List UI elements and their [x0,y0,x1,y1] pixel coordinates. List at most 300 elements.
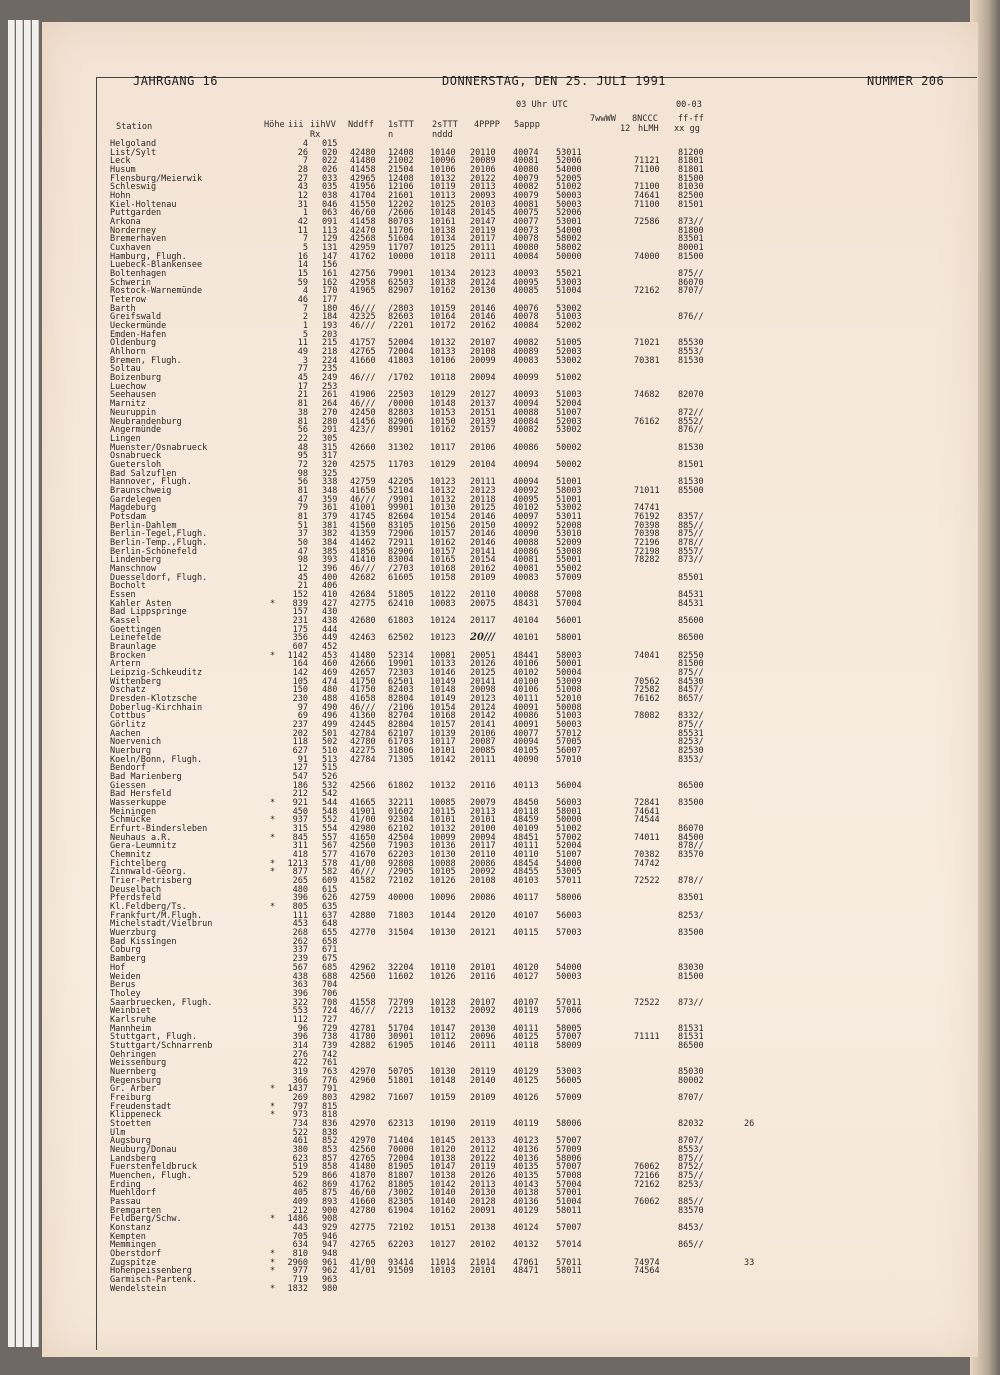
group-ihvv: 46/// [350,867,376,878]
group-nddff: /2606 [388,208,414,219]
group-ttt1: 10128 [430,997,456,1008]
group-ihvv: 42450 [350,407,376,418]
group-nddff: 81905 [388,1162,414,1173]
station-height: 265 [292,876,308,887]
table-row [110,1267,760,1276]
group-ihvv: 42880 [350,910,376,921]
group-ttt2: 20102 [470,1240,496,1251]
group-ww: 72166 [634,1170,660,1181]
station-height: 921 [292,798,308,809]
group-appp: 51003 [556,312,582,323]
group-ttt2: 20151 [470,407,496,418]
station-number: 264 [322,399,338,410]
station-number: 962 [322,1266,338,1277]
group-pppp: 40100 [513,676,539,687]
group-ttt1: 10136 [430,841,456,852]
group-ttt1: 10156 [430,520,456,531]
station-height: 553 [292,1006,308,1017]
col-nddd: nddd [432,130,453,140]
group-ttt2: 20142 [470,711,496,722]
group-nccc: 878// [678,537,704,548]
group-pppp: 40132 [513,1240,539,1251]
station-name: Guetersloh [110,459,162,470]
group-ihvv: 42882 [350,1040,376,1051]
station-name: Memmingen [110,1240,157,1251]
group-appp: 58009 [556,1040,582,1051]
group-nddff: 61802 [388,780,414,791]
station-number: 496 [322,711,338,722]
group-gg: 26 [744,1118,755,1129]
group-ihvv: 42970 [350,1136,376,1147]
station-height: 450 [292,806,308,817]
group-pppp: 40084 [513,251,539,262]
group-nccc: 875// [678,529,704,540]
group-pppp: 40119 [513,1118,539,1129]
group-appp: 52004 [556,841,582,852]
station-height: 462 [292,1179,308,1190]
group-pppp: 40103 [513,876,539,887]
group-nddff: /2703 [388,563,414,574]
group-nccc: 885// [678,1196,704,1207]
group-ihvv: 42765 [350,1240,376,1251]
group-ihvv: 42682 [350,572,376,583]
group-ttt2: 20120 [470,910,496,921]
group-ttt2: 20108 [470,347,496,358]
group-pppp: 40092 [513,485,539,496]
station-number: 177 [322,295,338,306]
station-number: 838 [322,1127,338,1138]
station-name: Passau [110,1196,141,1207]
group-ttt2: 20113 [470,1179,496,1190]
station-height: 845 [292,832,308,843]
group-nccc: 875// [678,1153,704,1164]
station-height: 21 [297,390,308,401]
group-ttt1: 10127 [430,1240,456,1251]
group-pppp: 40084 [513,321,539,332]
station-number: 836 [322,1118,338,1129]
station-number: 235 [322,364,338,375]
station-height: 45 [297,373,308,384]
group-pppp: 40115 [513,928,539,939]
station-number: 499 [322,720,338,731]
group-appp: 57008 [556,1170,582,1181]
station-height: 7 [302,303,308,314]
group-nccc: 878// [678,876,704,887]
group-ww: 70398 [634,520,660,531]
group-pppp: 40136 [513,1144,539,1155]
group-pppp: 40105 [513,746,539,757]
group-pppp: 40076 [513,303,539,314]
group-ihvv: 41410 [350,555,376,566]
group-ttt1: 10140 [430,147,456,158]
station-height: 634 [292,1240,308,1251]
group-pppp: 40082 [513,182,539,193]
group-ihvv: 41956 [350,182,376,193]
group-ttt2: 20107 [470,997,496,1008]
group-ttt1: 10099 [430,832,456,843]
group-pppp: 40106 [513,659,539,670]
group-nddff: 50705 [388,1066,414,1077]
group-nccc: 81801 [678,156,704,167]
table-row [110,946,760,955]
group-ttt1: 10138 [430,225,456,236]
station-height: 363 [292,980,308,991]
table-row [110,357,760,366]
group-ttt1: 10140 [430,1196,456,1207]
station-number: 384 [322,537,338,548]
station-height: 14 [297,260,308,271]
group-nccc: 8553/ [678,1144,704,1155]
group-nddff: 99901 [388,503,414,514]
station-name: Boltenhagen [110,269,167,280]
group-ttt1: 10162 [430,537,456,548]
group-ihvv: 42445 [350,720,376,731]
group-nddff: 71305 [388,754,414,765]
group-pppp: 40129 [513,1205,539,1216]
group-ihvv: 42780 [350,737,376,748]
group-pppp: 40095 [513,494,539,505]
station-number: 742 [322,1049,338,1060]
group-ttt2: 20117 [470,615,496,626]
station-height: 98 [297,555,308,566]
group-ttt2: 20154 [470,555,496,566]
station-height: 3 [302,355,308,366]
group-nccc: 82550 [678,650,704,661]
group-ihvv: 46/// [350,373,376,384]
group-ttt2: 20122 [470,1153,496,1164]
col-n: n [388,130,394,140]
group-pppp: 48454 [513,858,539,869]
group-ww: 70398 [634,529,660,540]
station-name: Braunlage [110,641,157,652]
station-name: Bremerhaven [110,234,167,245]
group-nccc: 81501 [678,459,704,470]
station-height: 418 [292,850,308,861]
table-row [110,1120,760,1129]
group-pppp: 40081 [513,555,539,566]
group-ww: 74544 [634,815,660,826]
group-ttt1: 10162 [430,425,456,436]
group-nddff: 41803 [388,355,414,366]
station-number: 853 [322,1144,338,1155]
group-ttt1: 10096 [430,893,456,904]
group-ttt2: 20124 [470,277,496,288]
group-ttt2: 20128 [470,1196,496,1207]
group-ww: 74741 [634,503,660,514]
group-appp: 58011 [556,1205,582,1216]
group-ttt2: 20091 [470,1205,496,1216]
group-nddff: 51805 [388,589,414,600]
station-number: 091 [322,217,338,228]
group-ihvv: 42958 [350,277,376,288]
station-name: Kassel [110,615,141,626]
group-nddff: 62313 [388,1118,414,1129]
group-ww: 72582 [634,685,660,696]
group-ihvv: 41780 [350,1032,376,1043]
station-height: 81 [297,511,308,522]
table-row [110,1276,760,1285]
station-number: 858 [322,1162,338,1173]
group-ww: 70381 [634,355,660,366]
group-ttt2: 20111 [470,477,496,488]
group-appp: 51003 [556,390,582,401]
group-nccc: 83030 [678,962,704,973]
group-pppp: 40118 [513,1040,539,1051]
group-nddff: /2201 [388,321,414,332]
group-ttt2: 20079 [470,798,496,809]
station-name: Barth [110,303,136,314]
group-nddff: 70000 [388,1144,414,1155]
station-height: 438 [292,971,308,982]
table-row [110,973,760,982]
group-ttt2: 20111 [470,243,496,254]
group-ihvv: 42960 [350,1075,376,1086]
station-number: 675 [322,954,338,965]
group-nccc: 875// [678,269,704,280]
station-height: 422 [292,1058,308,1069]
group-pppp: 40084 [513,416,539,427]
group-ttt2: 20075 [470,598,496,609]
station-name: Schmücke [110,815,151,826]
group-nccc: 8457/ [678,685,704,696]
elevation-marker: * [270,1110,276,1121]
group-appp: 50003 [556,191,582,202]
group-ttt2: 20119 [470,1162,496,1173]
group-ttt2: 20121 [470,928,496,939]
group-ttt2: 20150 [470,520,496,531]
station-number: 852 [322,1136,338,1147]
group-ttt2: 20146 [470,511,496,522]
group-nccc: 8707/ [678,1092,704,1103]
group-ihvv: 41670 [350,850,376,861]
station-name: Meiningen [110,806,157,817]
group-ttt1: 10117 [430,442,456,453]
group-pppp: 40093 [513,269,539,280]
station-height: 46 [297,295,308,306]
group-ww: 76192 [634,511,660,522]
station-number: 688 [322,971,338,982]
group-appp: 57009 [556,572,582,583]
group-ttt1: 10088 [430,858,456,869]
group-pppp: 40106 [513,685,539,696]
group-appp: 53002 [556,355,582,366]
group-ihvv: 42765 [350,347,376,358]
station-name: Wendelstein [110,1283,167,1294]
group-nccc: 86070 [678,824,704,835]
group-ttt2: 20109 [470,572,496,583]
group-nccc: 85600 [678,615,704,626]
group-ihvv: 41906 [350,390,376,401]
group-appp: 58001 [556,806,582,817]
group-appp: 57009 [556,1144,582,1155]
station-number: 015 [322,139,338,149]
station-name: Kempten [110,1231,146,1242]
station-height: 396 [292,1032,308,1043]
group-ttt1: 10142 [430,754,456,765]
station-name: Flensburg/Meierwik [110,173,203,184]
group-appp: 58006 [556,1153,582,1164]
group-pppp: 40078 [513,312,539,323]
station-name: Erfurt-Bindersleben [110,824,208,835]
group-ttt1: 10106 [430,355,456,366]
table-row [110,574,760,583]
group-nddff: 92808 [388,858,414,869]
group-nddff: /0000 [388,399,414,410]
station-number: 452 [322,641,338,652]
station-name: Lingen [110,433,141,444]
group-ww: 72841 [634,798,660,809]
group-ihvv: 42666 [350,659,376,670]
station-height: 186 [292,780,308,791]
station-name: Muenchen, Flugh. [110,1170,192,1181]
station-name: Aachen [110,728,141,739]
station-height: 366 [292,1075,308,1086]
group-nddff: 21504 [388,165,414,176]
station-number: 980 [322,1283,338,1294]
elevation-marker: * [270,1257,276,1268]
group-ttt2: 20111 [470,754,496,765]
group-pppp: 40117 [513,893,539,904]
station-name: Kahler Asten [110,598,172,609]
group-appp: 56005 [556,1075,582,1086]
station-height: 1 [302,321,308,332]
station-name: Berlin-Schönefeld [110,546,197,557]
group-pppp: 40107 [513,997,539,1008]
station-height: 79 [297,503,308,514]
group-nddff: 81807 [388,1170,414,1181]
station-name: Seehausen [110,390,157,401]
page-edge [24,20,31,1347]
station-number: 776 [322,1075,338,1086]
group-ihvv: 46/// [350,1006,376,1017]
group-ihvv: 41665 [350,798,376,809]
station-number: 317 [322,451,338,462]
station-height: 5 [302,243,308,254]
group-ihvv: 42765 [350,1153,376,1164]
group-nddff: 62102 [388,824,414,835]
group-ihvv: 41480 [350,156,376,167]
station-number: 382 [322,529,338,540]
station-height: 91 [297,754,308,765]
station-height: 72 [297,459,308,470]
station-height: 105 [292,676,308,687]
group-nccc: 81530 [678,477,704,488]
station-name: Bad Hersfeld [110,789,172,800]
col-appp: 5appp [514,120,540,130]
station-name: Emden-Hafen [110,329,167,340]
group-ttt1: 10165 [430,555,456,566]
station-height: 1 [302,208,308,219]
group-pppp: 40077 [513,217,539,228]
group-nccc: 873// [678,555,704,566]
group-pppp: 40092 [513,520,539,531]
group-nccc: 86500 [678,633,704,644]
station-height: 2960 [287,1257,308,1268]
group-pppp: 40082 [513,338,539,349]
group-ttt2: 20125 [470,667,496,678]
station-name: Kiel-Holtenau [110,199,177,210]
station-number: 170 [322,286,338,297]
group-nddff: 52314 [388,650,414,661]
group-ttt1: 10085 [430,798,456,809]
station-name: Ahlhorn [110,347,146,358]
group-appp: 57011 [556,876,582,887]
group-ttt2: 20051 [470,650,496,661]
group-nddff: 72303 [388,667,414,678]
group-appp: 57007 [556,1222,582,1233]
group-nccc: 81530 [678,355,704,366]
table-row [110,1042,760,1051]
group-nddff: 32204 [388,962,414,973]
station-number: 129 [322,234,338,245]
group-appp: 52008 [556,520,582,531]
elevation-marker: * [270,902,276,913]
group-nccc: 878// [678,841,704,852]
group-nddff: 62502 [388,633,414,644]
group-nddff: 72102 [388,876,414,887]
station-name: Freiburg [110,1092,151,1103]
group-ttt2: 20099 [470,355,496,366]
station-name: Weissenburg [110,1058,167,1069]
table-row [110,1007,760,1016]
group-nddff: 52104 [388,485,414,496]
station-number: 739 [322,1040,338,1051]
station-number: 671 [322,945,338,956]
station-name: Bad Salzuflen [110,468,177,479]
table-row [110,1051,760,1060]
col-twelve: 12 [620,124,631,134]
station-height: 337 [292,945,308,956]
group-pppp: 40102 [513,503,539,514]
group-ttt2: 20126 [470,659,496,670]
group-nddff: 82403 [388,685,414,696]
station-number: 203 [322,329,338,340]
group-ttt2: 20106 [470,728,496,739]
station-number: 557 [322,832,338,843]
group-nddff: /2213 [388,1006,414,1017]
group-ttt1: 10139 [430,728,456,739]
station-number: 542 [322,789,338,800]
station-name: Weinbiet [110,1006,151,1017]
station-number: 526 [322,772,338,783]
group-ttt1: 10124 [430,615,456,626]
station-number: 379 [322,511,338,522]
group-ttt2: 20146 [470,312,496,323]
group-ww: 74641 [634,191,660,202]
station-height: 547 [292,772,308,783]
station-number: 866 [322,1170,338,1181]
elevation-marker: * [270,798,276,809]
group-appp: 52003 [556,347,582,358]
group-pppp: 40125 [513,1032,539,1043]
group-ttt1: 10123 [430,633,456,644]
group-ihvv: 41658 [350,694,376,704]
station-name: Stuttgart/Schnarrenb [110,1040,213,1051]
station-height: 81 [297,399,308,410]
group-appp: 52006 [556,208,582,219]
station-height: 269 [292,1092,308,1103]
group-ihvv: 42980 [350,824,376,835]
group-appp: 56007 [556,746,582,757]
station-number: 026 [322,165,338,176]
station-name: Görlitz [110,720,146,731]
group-nddff: /9901 [388,494,414,505]
group-ww: 72162 [634,1179,660,1190]
group-ww: 71100 [634,199,660,210]
station-number: 685 [322,962,338,973]
station-height: 17 [297,381,308,392]
group-nccc: 81530 [678,442,704,453]
